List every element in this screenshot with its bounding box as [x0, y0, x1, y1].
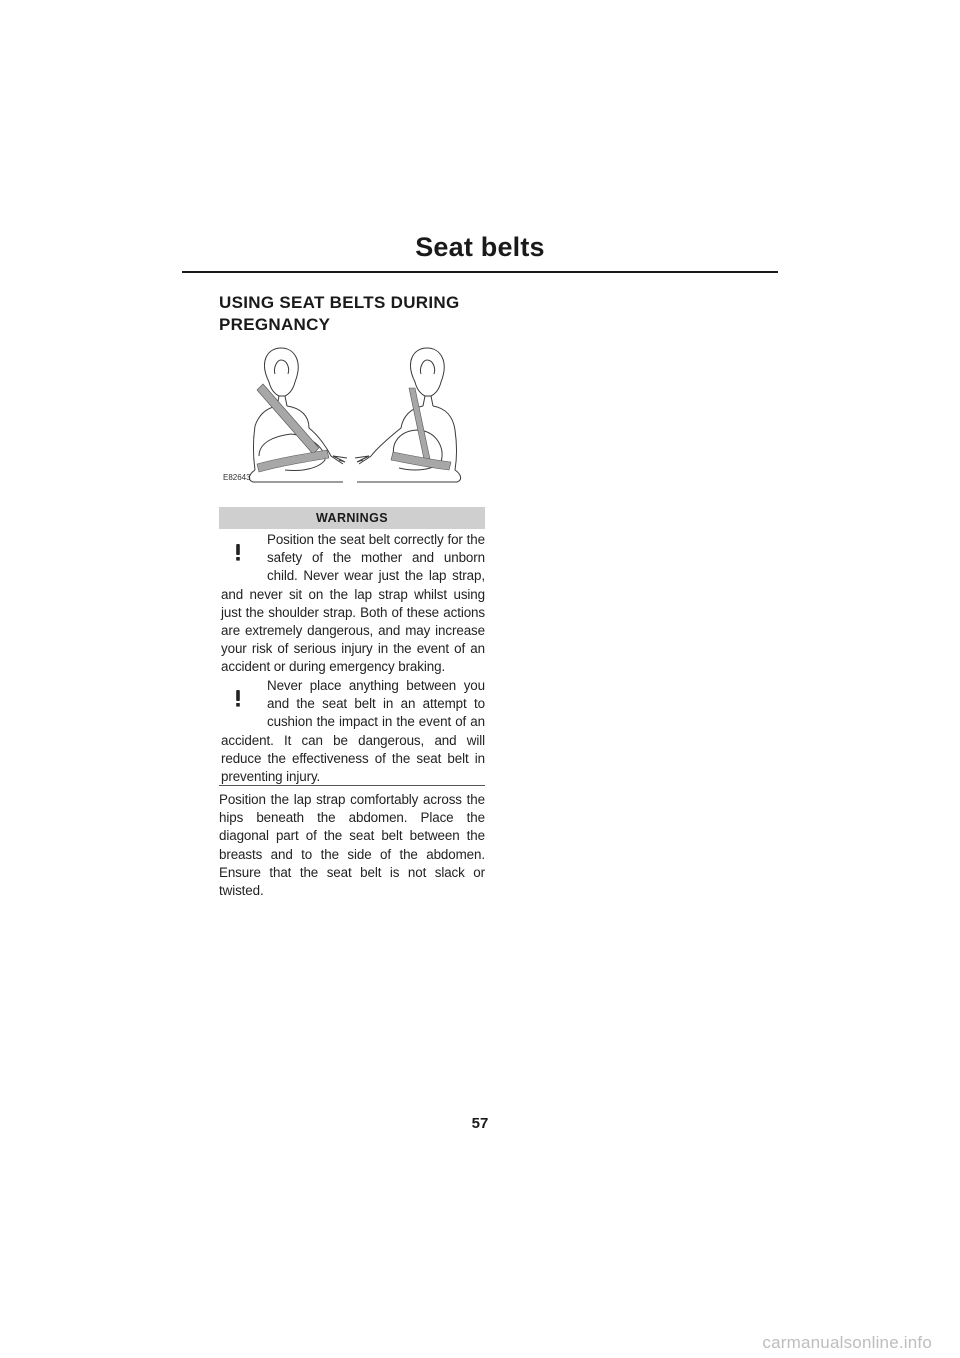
title-divider	[182, 271, 778, 273]
warning-text: Never place anything between you and the seat belt in an attempt to cushion the impact in the event of an accident. It can be dangerous, and will reduce the effectiveness of the seat belt in preventing injury.	[221, 678, 485, 785]
warning-triangle-icon	[221, 535, 255, 565]
warning-item	[221, 677, 485, 786]
body-paragraph: Position the lap strap comfortably across the hips beneath the abdomen. Place the diagonal part of the seat belt between the breasts and to the side of the abdomen. Ensure that the seat belt is not slack or twisted.	[219, 792, 485, 899]
section-heading: USING SEAT BELTS DURING PREGNANCY	[219, 293, 460, 334]
figure-code: E82643	[223, 473, 251, 482]
warning-item	[221, 531, 485, 677]
warnings-header: WARNINGS	[219, 507, 485, 529]
watermark: carmanualsonline.info	[762, 1333, 932, 1352]
pregnant-seated-figures-illustration	[219, 344, 485, 488]
warning-triangle-icon	[221, 681, 255, 711]
pregnancy-seat-belt-figure	[219, 344, 485, 488]
page-title: Seat belts	[415, 232, 545, 262]
warnings-divider	[219, 785, 485, 786]
page-number: 57	[471, 1115, 489, 1132]
warning-text: Position the seat belt correctly for the safety of the mother and unborn child. Never wear just the lap strap, and never sit on the lap strap whilst using just the shoulder strap. Both of these actions are extremely dangerous, and may increase your risk of serious injury in the event of an accident or during emergency braking.	[221, 532, 485, 675]
